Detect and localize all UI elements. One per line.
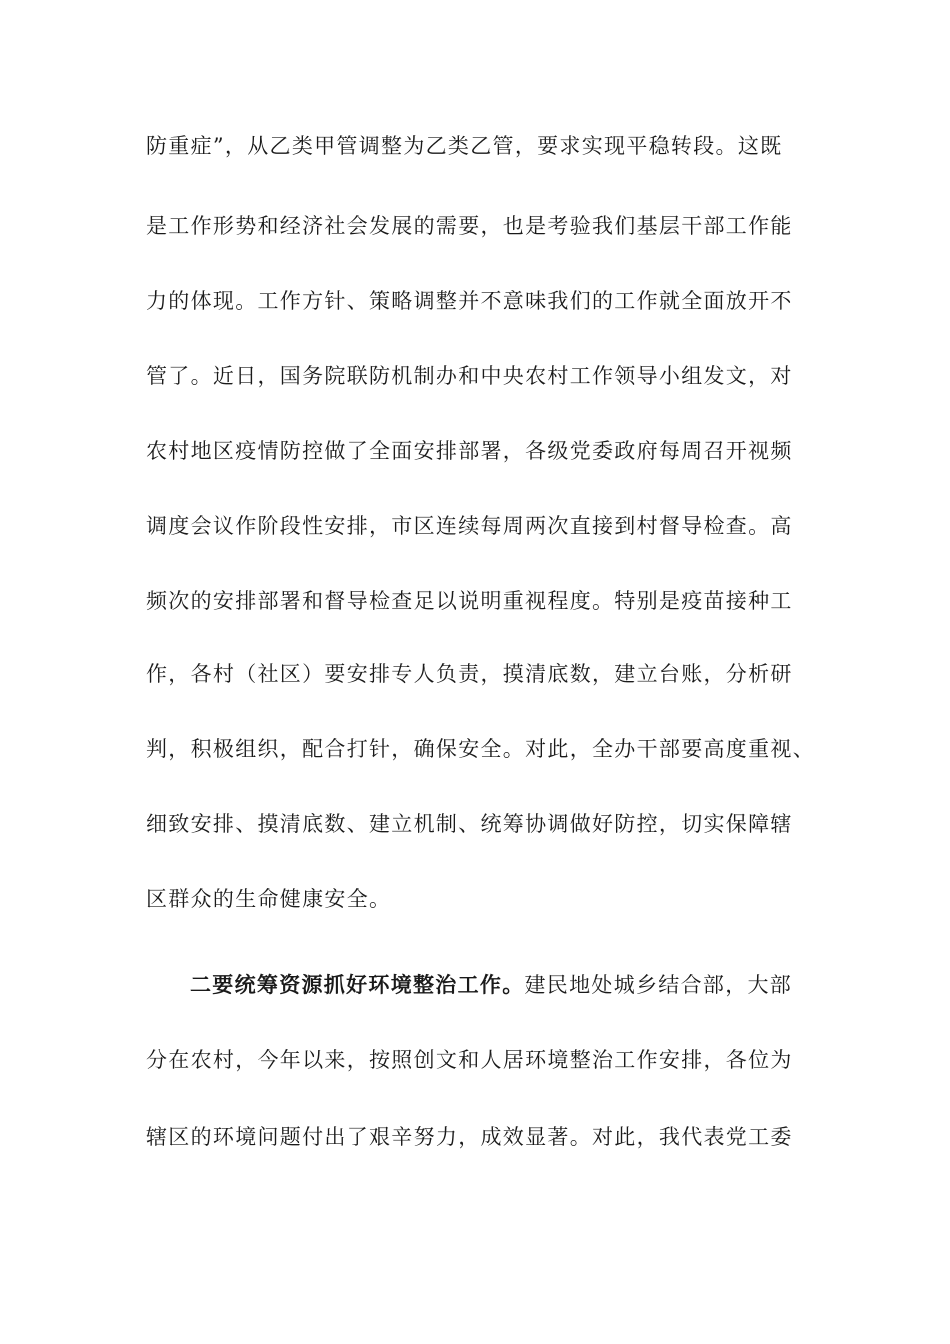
paragraph-first-line [190, 970, 870, 1000]
section-heading: 二要统筹资源抓好环境整治工作。 [190, 972, 525, 997]
body-text-line: 防重症”，从乙类甲管调整为乙类乙管，要求实现平稳转段。这既 [146, 134, 783, 158]
body-text-line: 力的体现。工作方针、策略调整并不意味我们的工作就全面放开不 [146, 289, 793, 313]
body-text-line: 频次的安排部署和督导检查足以说明重视程度。特别是疫苗接种工 [146, 589, 793, 613]
body-text-line: 细致安排、摸清底数、建立机制、统筹协调做好防控，切实保障辖 [146, 812, 793, 836]
body-text-line: 管了。近日，国务院联防机制办和中央农村工作领导小组发文，对 [146, 364, 793, 388]
body-text-line: 是工作形势和经济社会发展的需要，也是考验我们基层干部工作能 [146, 214, 793, 238]
body-text-line: 区群众的生命健康安全。 [146, 887, 392, 911]
body-text-line: 分在农村，今年以来，按照创文和人居环境整治工作安排，各位为 [146, 1048, 793, 1072]
body-text-line: 辖区的环境问题付出了艰辛努力，成效显著。对此，我代表党工委 [146, 1125, 793, 1149]
body-text-line: 调度会议作阶段性安排，市区连续每周两次直接到村督导检查。高 [146, 514, 793, 538]
body-text-span: 建民地处城乡结合部，大部 [524, 973, 793, 997]
body-text-line: 判，积极组织，配合打针，确保安全。对此，全办干部要高度重视、 [146, 737, 815, 761]
body-text-line: 农村地区疫情防控做了全面安排部署，各级党委政府每周召开视频 [146, 439, 793, 463]
body-text-line: 作，各村（社区）要安排专人负责，摸清底数，建立台账，分析研 [146, 662, 793, 686]
